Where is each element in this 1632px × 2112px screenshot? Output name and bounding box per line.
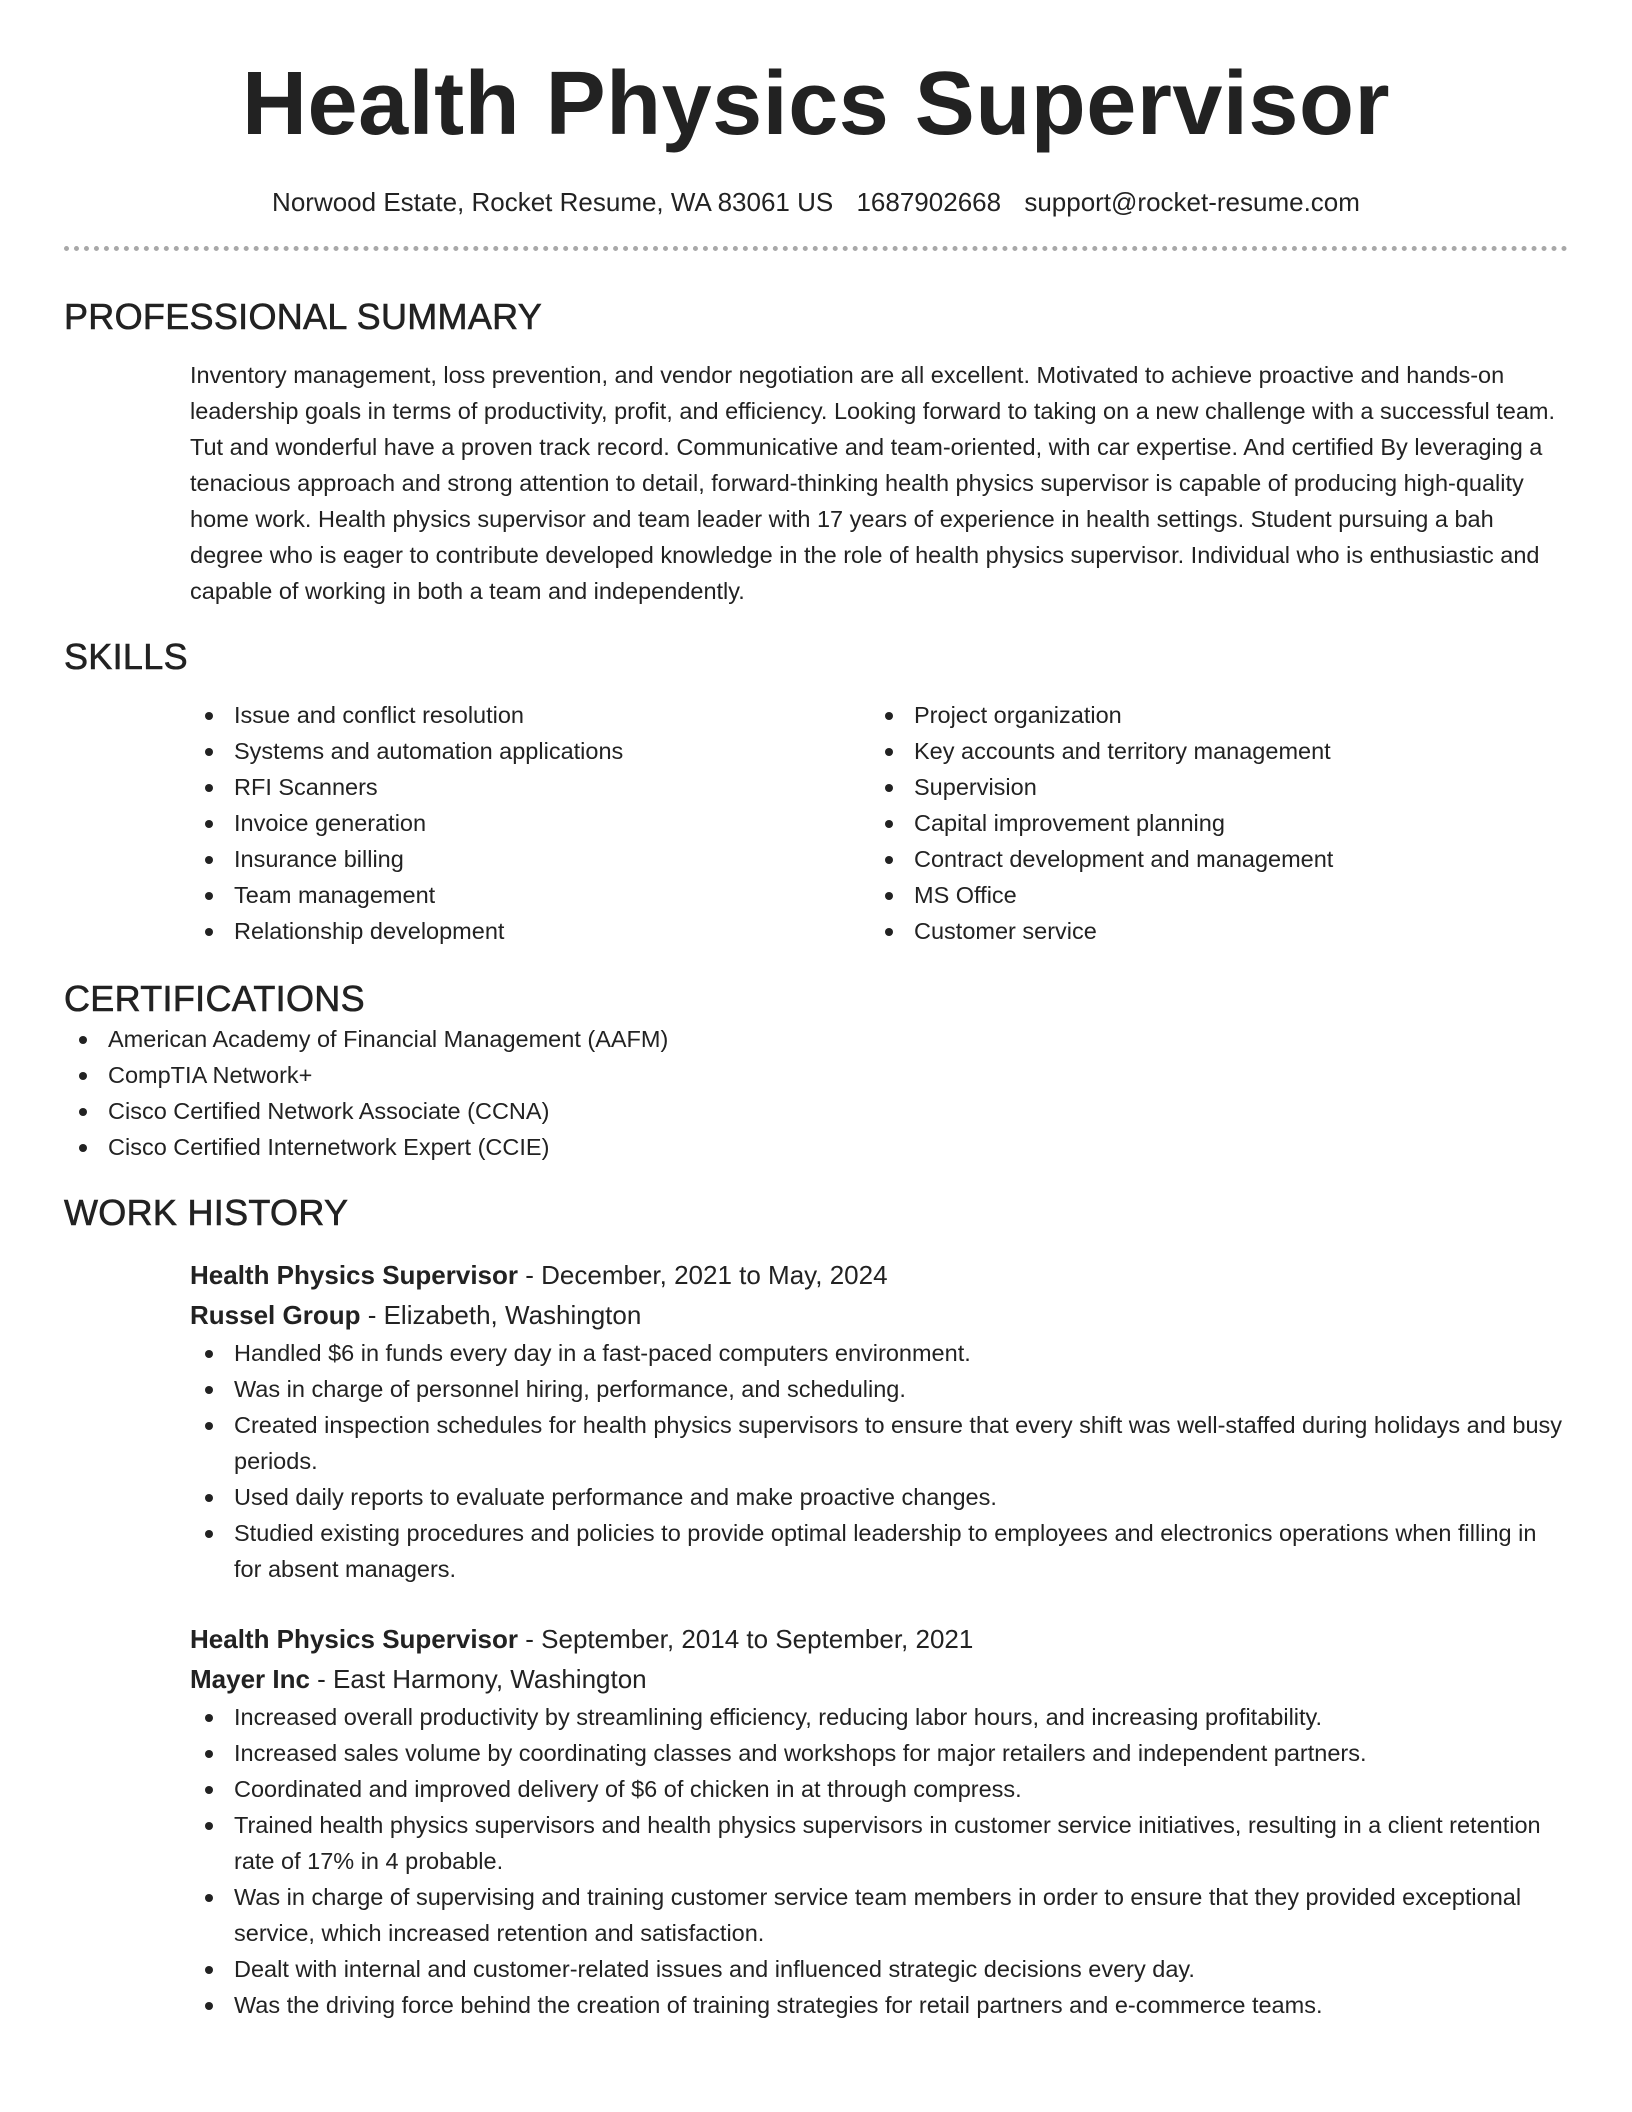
job-title-line [190, 1255, 1568, 1295]
job-bullet: Dealt with internal and customer-related issues and influenced strategic decisions every day. [190, 1951, 1568, 1987]
job-dates: - September, 2014 to September, 2021 [518, 1624, 974, 1654]
skill-item: Team management [190, 877, 870, 913]
section-title-skills: SKILLS [64, 636, 188, 677]
job-role: Health Physics Supervisor [190, 1260, 519, 1290]
contact-email: support@rocket-resume.com [1024, 187, 1360, 217]
skills-columns [190, 697, 1568, 949]
certifications-list [64, 1021, 1568, 1165]
skill-item: Supervision [870, 769, 1550, 805]
section-title-work-history: WORK HISTORY [64, 1192, 349, 1233]
job-location: - Elizabeth, Washington [360, 1300, 642, 1330]
job-company-line [190, 1659, 1568, 1699]
job-bullet: Increased sales volume by coordinating classes and workshops for major retailers and independent partners. [190, 1735, 1568, 1771]
job-company: Mayer Inc [190, 1664, 310, 1694]
skill-item: Invoice generation [190, 805, 870, 841]
certification-item: Cisco Certified Internetwork Expert (CCIE) [64, 1129, 1568, 1165]
job-bullet: Created inspection schedules for health physics supervisors to ensure that every shift was well-staffed during holidays and busy periods. [190, 1407, 1568, 1479]
job-bullet: Was the driving force behind the creation of training strategies for retail partners and e-commerce teams. [190, 1987, 1568, 2023]
skills-list-right [870, 697, 1550, 949]
skills-list-left [190, 697, 870, 949]
job-bullet: Trained health physics supervisors and health physics supervisors in customer service initiatives, resulting in a client retention rate of 17% in 4 probable. [190, 1807, 1568, 1879]
candidate-name: Health Physics Supervisor [242, 54, 1390, 154]
skill-item: Issue and conflict resolution [190, 697, 870, 733]
skill-item: Customer service [870, 913, 1550, 949]
job-bullet: Used daily reports to evaluate performance and make proactive changes. [190, 1479, 1568, 1515]
skill-item: Project organization [870, 697, 1550, 733]
job-title-line [190, 1619, 1568, 1659]
skill-item: Relationship development [190, 913, 870, 949]
skill-item: Contract development and management [870, 841, 1550, 877]
section-title-certifications: CERTIFICATIONS [64, 978, 365, 1019]
job-dates: - December, 2021 to May, 2024 [518, 1260, 888, 1290]
contact-phone: 1687902668 [856, 187, 1002, 217]
job-bullet: Increased overall productivity by streamlining efficiency, reducing labor hours, and increasing profitability. [190, 1699, 1568, 1735]
job-bullets [190, 1699, 1568, 2023]
skill-item: RFI Scanners [190, 769, 870, 805]
contact-address: Norwood Estate, Rocket Resume, WA 83061 US [272, 187, 834, 217]
job-company: Russel Group [190, 1300, 361, 1330]
job-role: Health Physics Supervisor [190, 1624, 519, 1654]
job-bullet: Was in charge of personnel hiring, performance, and scheduling. [190, 1371, 1568, 1407]
certification-item: CompTIA Network+ [64, 1057, 1568, 1093]
job-bullet: Was in charge of supervising and training customer service team members in order to ensure that they provided exceptional service, which increased retention and satisfaction. [190, 1879, 1568, 1951]
job-location: - East Harmony, Washington [309, 1664, 647, 1694]
job-bullet: Handled $6 in funds every day in a fast-paced computers environment. [190, 1335, 1568, 1371]
job-company-line [190, 1295, 1568, 1335]
certification-item: American Academy of Financial Management (AAFM) [64, 1021, 1568, 1057]
skill-item: Systems and automation applications [190, 733, 870, 769]
skill-item: MS Office [870, 877, 1550, 913]
job-bullets [190, 1335, 1568, 1587]
skill-item: Insurance billing [190, 841, 870, 877]
job-entry [190, 1619, 1568, 1699]
certification-item: Cisco Certified Network Associate (CCNA) [64, 1093, 1568, 1129]
skill-item: Key accounts and territory management [870, 733, 1550, 769]
contact-line [64, 184, 1568, 220]
header-divider [64, 246, 1568, 251]
summary-text: Inventory management, loss prevention, and vendor negotiation are all excellent. Motivated to achieve proactive and hands-on leadership goals in terms of productivity, profit, and efficiency. Looking forward to taking on a new challenge with a successful team. Tut and wonderful have a proven track record. Communicative and team-oriented, with car expertise. And certified By leveraging a tenacious approach and strong attention to detail, forward-thinking health physics supervisor is capable of producing high-quality home work. Health physics supervisor and team leader with 17 years of experience in health settings. Student pursuing a bah degree who is eager to contribute developed knowledge in the role of health physics supervisor. Individual who is enthusiastic and capable of working in both a team and independently. [190, 362, 1556, 604]
job-entry [190, 1255, 1568, 1335]
job-bullet: Coordinated and improved delivery of $6 of chicken in at through compress. [190, 1771, 1568, 1807]
section-title-summary: PROFESSIONAL SUMMARY [64, 296, 543, 337]
job-bullet: Studied existing procedures and policies to provide optimal leadership to employees and electronics operations when filling in for absent managers. [190, 1515, 1568, 1587]
skill-item: Capital improvement planning [870, 805, 1550, 841]
